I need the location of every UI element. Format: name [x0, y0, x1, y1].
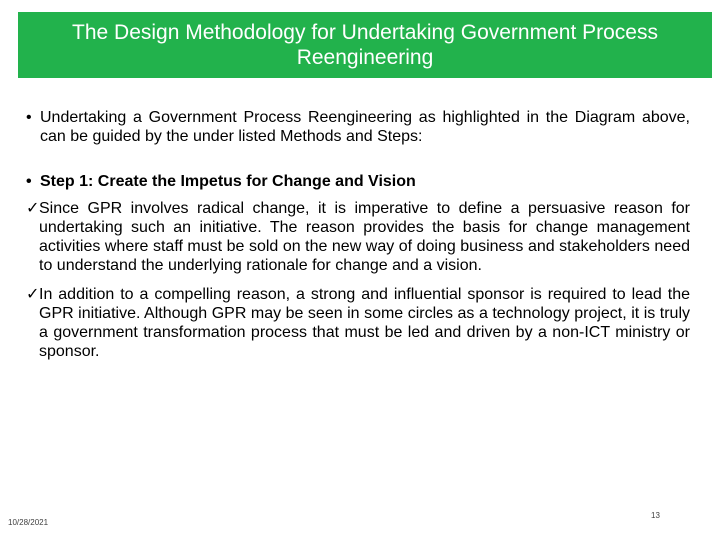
intro-bullet: [26, 108, 690, 146]
step-heading: Step 1: Create the Impetus for Change and Vision: [40, 173, 416, 190]
slide-title: The Design Methodology for Undertaking Government Process Reengineering: [72, 21, 658, 69]
checkmark-icon: ✓: [26, 286, 40, 303]
intro-text: Undertaking a Government Process Reengineering as highlighted in the Diagram above, can be guided by the under listed Methods and Steps:: [40, 109, 690, 145]
bullet-marker: •: [26, 109, 32, 126]
check-point: [26, 199, 690, 275]
page-number: 13: [651, 511, 660, 520]
footer-date: 10/28/2021: [8, 518, 49, 527]
step-heading-bullet: [26, 172, 690, 191]
bullet-marker: •: [26, 173, 32, 190]
checkmark-icon: ✓: [26, 200, 40, 217]
check-point-text: In addition to a compelling reason, a strong and influential sponsor is required to lead the GPR initiative. Although GPR may be seen in some circles as a technology project, it is truly a government transformation process that must be led and driven by a non-ICT ministry or sponsor.: [39, 286, 690, 360]
title-banner: [18, 12, 712, 78]
slide-content: [26, 108, 690, 361]
check-point: [26, 285, 690, 361]
check-point-text: Since GPR involves radical change, it is imperative to define a persuasive reason for undertaking such an initiative. The reason provides the basis for change management activities where staff must be sold on the new way of doing business and stakeholders need to understand the underlying rationale for change and a vision.: [39, 200, 690, 274]
